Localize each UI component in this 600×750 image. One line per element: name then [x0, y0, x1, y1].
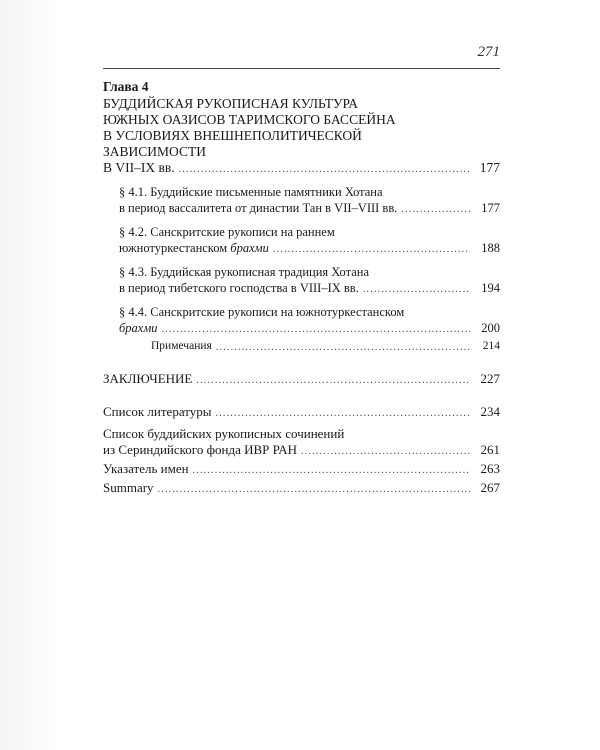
section-title-cont: [119, 240, 269, 256]
chapter-title-line-4: ЗАВИСИМОСТИ: [103, 144, 206, 159]
summary-label: Summary: [103, 480, 154, 495]
toc-entry-section-4-1[interactable]: [103, 184, 500, 216]
page-number: 271: [477, 44, 500, 60]
leader-dots: [216, 341, 470, 354]
toc-entry-notes[interactable]: [103, 338, 500, 354]
notes-label: Примечания: [151, 340, 212, 352]
toc-entry-section-4-3[interactable]: [103, 264, 500, 296]
page-ref: 194: [481, 281, 500, 295]
leader-dots: [196, 374, 470, 387]
section-title: § 4.3. Буддийская рукописная традиция Хотана: [119, 265, 370, 279]
section-title-cont: в период тибетского господства в VIII–IX вв.: [119, 281, 359, 295]
leader-dots: [158, 483, 470, 496]
chapter-title-line-1: БУДДИЙСКАЯ РУКОПИСНАЯ КУЛЬТУРА: [103, 96, 359, 111]
page-ref: 263: [480, 461, 500, 476]
section-title-cont: в период вассалитета от династии Тан в VII–VIII вв.: [119, 201, 398, 215]
manuscripts-title-cont: из Сериндийского фонда ИВР РАН: [103, 442, 297, 457]
chapter-title-last: В VII–IX вв.: [103, 160, 175, 175]
section-title: § 4.1. Буддийские письменные памятники Хотана: [119, 185, 383, 199]
toc-entry-chapter-4[interactable]: [103, 160, 500, 176]
leader-dots: [162, 323, 470, 336]
page-ref: 227: [480, 371, 500, 386]
toc-entry-section-4-4[interactable]: [103, 304, 500, 336]
toc-entry-bibliography[interactable]: [103, 404, 500, 420]
section-title-italic: брахми: [119, 321, 158, 335]
chapter-label: Глава 4: [103, 79, 149, 94]
leader-dots: [216, 407, 471, 420]
page-ref: 267: [480, 480, 500, 495]
manuscripts-title: Список буддийских рукописных сочинений: [103, 426, 345, 441]
page-ref: 188: [481, 241, 500, 255]
leader-dots: [273, 243, 470, 256]
page-ref: 261: [480, 442, 500, 457]
section-title-italic: брахми: [230, 241, 269, 255]
toc-entry-manuscripts[interactable]: [103, 426, 500, 458]
toc-entry-conclusion[interactable]: [103, 371, 500, 387]
page-ref: 177: [479, 160, 500, 175]
index-label: Указатель имен: [103, 461, 189, 476]
chapter-title-line-2: ЮЖНЫХ ОАЗИСОВ ТАРИМСКОГО БАССЕЙНА: [103, 112, 396, 127]
page-ref: 200: [481, 321, 500, 335]
table-of-contents: [103, 78, 500, 496]
toc-entry-index[interactable]: [103, 461, 500, 477]
page-ref: 177: [481, 201, 500, 215]
book-spine-shadow: [0, 0, 62, 750]
bibliography-label: Список литературы: [103, 404, 212, 419]
section-title: § 4.2. Санскритские рукописи на раннем: [119, 225, 335, 239]
toc-entry-section-4-2[interactable]: [103, 224, 500, 256]
leader-dots: [193, 464, 470, 477]
toc-entry-summary[interactable]: [103, 480, 500, 496]
section-title-plain: южнотуркестанском: [119, 241, 231, 255]
conclusion-label: ЗАКЛЮЧЕНИЕ: [103, 371, 193, 386]
page-ref: 214: [482, 340, 500, 352]
page-ref: 234: [480, 404, 500, 419]
header-rule: [103, 68, 500, 69]
chapter-title-line-3: В УСЛОВИЯХ ВНЕШНЕПОЛИТИЧЕСКОЙ: [103, 128, 362, 143]
leader-dots: [179, 163, 470, 176]
leader-dots: [363, 283, 470, 296]
leader-dots: [401, 203, 470, 216]
leader-dots: [301, 445, 470, 458]
section-title: § 4.4. Санскритские рукописи на южнотуркестанском: [119, 305, 405, 319]
